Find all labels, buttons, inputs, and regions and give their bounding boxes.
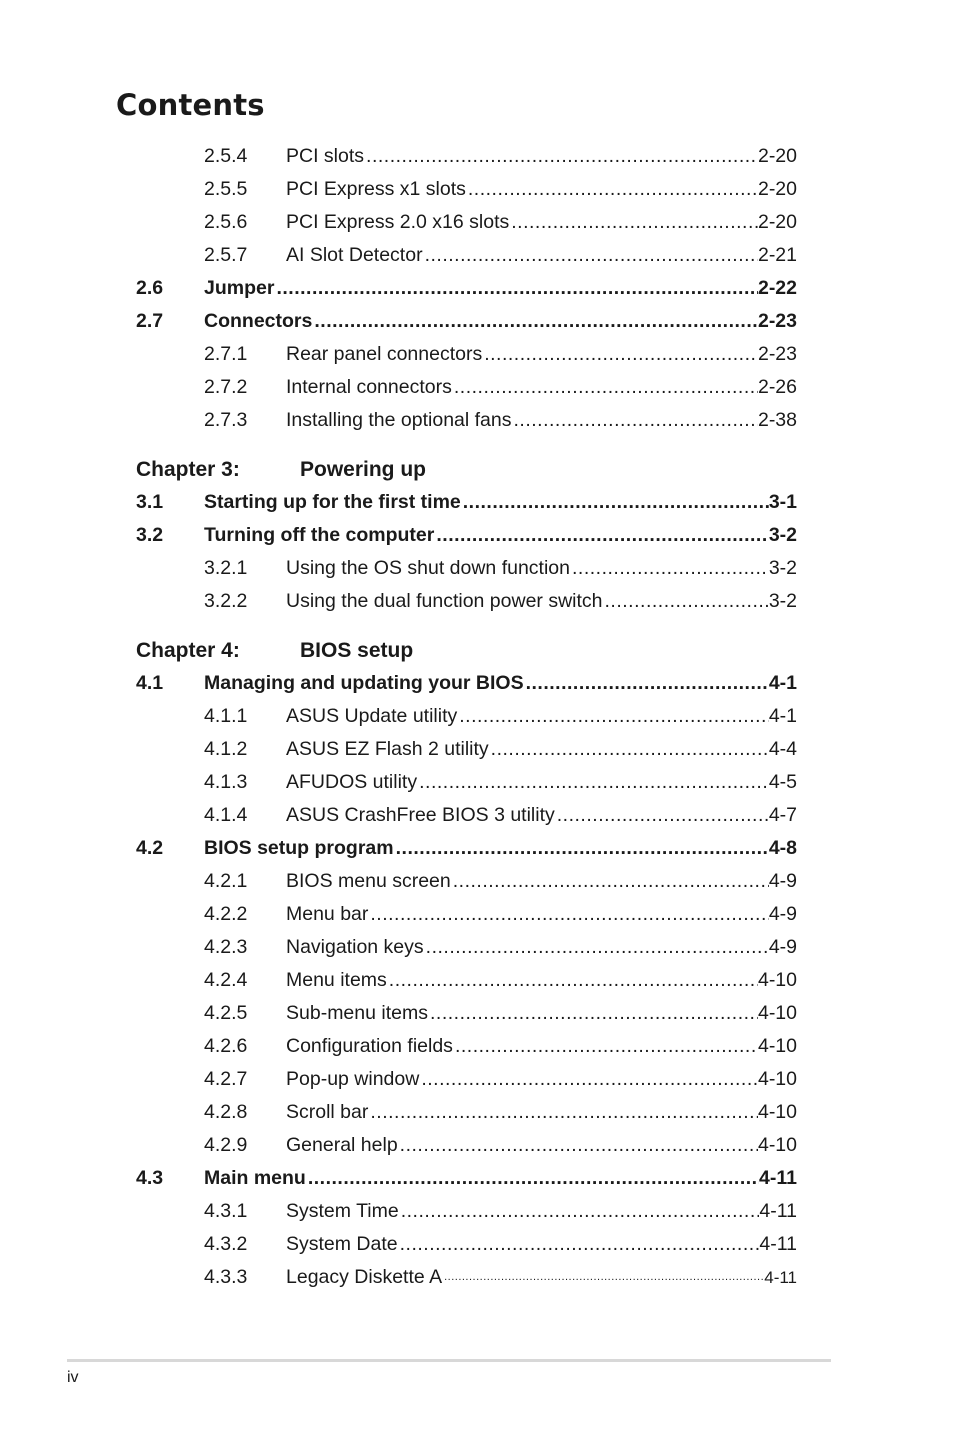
dot-leader <box>368 898 768 931</box>
toc-section-row[interactable] <box>0 667 954 700</box>
toc-subsection-row[interactable] <box>0 865 954 898</box>
toc-entry-page: 4-11 <box>759 1233 797 1255</box>
toc-section-row[interactable] <box>0 272 954 305</box>
dot-leader <box>368 1096 758 1129</box>
dot-leader <box>312 305 758 338</box>
toc-entry <box>286 585 797 618</box>
toc-entry-number: 2.6 <box>136 277 164 299</box>
toc-entry-title: Sub-menu items <box>286 1002 428 1024</box>
chapter-number: Chapter 3: <box>136 458 240 481</box>
toc-entry-page: 2-23 <box>757 343 797 365</box>
toc-entry-title: Rear panel connectors <box>286 343 483 365</box>
toc-entry-page: 2-22 <box>757 277 797 299</box>
toc-entry <box>286 206 797 239</box>
toc-entry-title: Jumper <box>204 277 275 299</box>
toc-entry-page: 2-26 <box>757 376 797 398</box>
chapter-heading <box>0 453 954 487</box>
chapter-heading <box>0 634 954 668</box>
toc-entry-title: Legacy Diskette A <box>286 1266 443 1288</box>
toc-subsection-row[interactable] <box>0 1063 954 1096</box>
toc-entry-title: AFUDOS utility <box>286 771 418 793</box>
toc-section-row[interactable] <box>0 305 954 338</box>
toc-entry-page: 2-20 <box>757 145 797 167</box>
toc-subsection-row[interactable] <box>0 1195 954 1228</box>
toc-entry-title: AI Slot Detector <box>286 244 423 266</box>
toc-subsection-row[interactable] <box>0 206 954 239</box>
dot-leader <box>524 667 769 700</box>
dot-leader <box>451 865 769 898</box>
toc-entry-number: 4.2.1 <box>204 870 248 892</box>
toc-entry <box>286 898 797 931</box>
toc-entry-title: Menu items <box>286 969 387 991</box>
toc-entry-title: System Time <box>286 1200 399 1222</box>
toc-entry-title: ASUS EZ Flash 2 utility <box>286 738 489 760</box>
toc-entry-number: 4.3.1 <box>204 1200 248 1222</box>
toc-entry-title: PCI Express x1 slots <box>286 178 466 200</box>
toc-entry-number: 4.1.1 <box>204 705 248 727</box>
toc-entry-page: 4-9 <box>768 903 797 925</box>
toc-subsection-row[interactable] <box>0 733 954 766</box>
toc-entry-page: 4-1 <box>768 705 797 727</box>
toc-entry-number: 4.1.4 <box>204 804 248 826</box>
dot-leader <box>555 799 769 832</box>
toc-entry-number: 4.1.3 <box>204 771 248 793</box>
toc-entry <box>204 519 797 552</box>
toc-entry-page: 3-2 <box>768 557 797 579</box>
toc-entry <box>204 305 797 338</box>
toc-entry <box>286 766 797 799</box>
dot-leader <box>399 1195 760 1228</box>
toc-subsection-row[interactable] <box>0 898 954 931</box>
dot-leader <box>452 371 758 404</box>
toc-entry <box>286 1261 797 1294</box>
toc-entry-page: 4-10 <box>757 969 797 991</box>
chapter-number: Chapter 4: <box>136 639 240 662</box>
toc-section-row[interactable] <box>0 1162 954 1195</box>
dot-leader <box>387 964 758 997</box>
toc-subsection-row[interactable] <box>0 239 954 272</box>
toc-entry-number: 4.2.3 <box>204 936 248 958</box>
toc-entry-title: Configuration fields <box>286 1035 453 1057</box>
dot-leader <box>424 931 769 964</box>
toc-entry <box>286 1228 797 1261</box>
toc-section-row[interactable] <box>0 486 954 519</box>
toc-entry-title: Connectors <box>204 310 313 332</box>
footer-page-number: iv <box>67 1369 79 1386</box>
toc-entry-page: 2-38 <box>757 409 797 431</box>
toc-entry-number: 2.5.6 <box>204 211 248 233</box>
toc-entry-page: 4-8 <box>768 837 797 859</box>
toc-entry-number: 3.2.2 <box>204 590 248 612</box>
toc-entry-number: 4.2.6 <box>204 1035 248 1057</box>
toc-section-row[interactable] <box>0 519 954 552</box>
toc-entry <box>204 667 797 700</box>
toc-subsection-row[interactable] <box>0 552 954 585</box>
toc-entry-title: BIOS menu screen <box>286 870 451 892</box>
toc-subsection-row[interactable] <box>0 1228 954 1261</box>
toc-entry-number: 4.2.8 <box>204 1101 248 1123</box>
toc-subsection-row[interactable] <box>0 799 954 832</box>
toc-entry-title: Installing the optional fans <box>286 409 512 431</box>
toc-entry-title: Internal connectors <box>286 376 452 398</box>
dot-leader <box>398 1228 760 1261</box>
toc-subsection-row[interactable] <box>0 766 954 799</box>
toc-entry <box>204 1162 797 1195</box>
dot-leader <box>453 1030 758 1063</box>
toc-entry-number: 2.7.3 <box>204 409 248 431</box>
toc-entry-page: 4-4 <box>768 738 797 760</box>
toc-entry-number: 2.5.4 <box>204 145 248 167</box>
toc-subsection-row[interactable] <box>0 404 954 437</box>
toc-entry-title: Scroll bar <box>286 1101 369 1123</box>
dot-leader <box>603 585 769 618</box>
toc-entry-title: BIOS setup program <box>204 837 394 859</box>
toc-entry-page: 3-2 <box>768 524 797 546</box>
toc-entry-number: 4.2.4 <box>204 969 248 991</box>
toc-subsection-row[interactable] <box>0 931 954 964</box>
dot-leader <box>509 206 758 239</box>
toc-entry-title: Pop-up window <box>286 1068 420 1090</box>
toc-entry-page: 4-11 <box>759 1167 797 1189</box>
toc-entry <box>204 486 797 519</box>
toc-section-row[interactable] <box>0 832 954 865</box>
toc-entry-page: 4-1 <box>768 672 797 694</box>
dot-leader <box>434 519 768 552</box>
toc-entry <box>286 404 797 437</box>
toc-entry-number: 2.5.7 <box>204 244 248 266</box>
toc-entry-number: 3.2.1 <box>204 557 248 579</box>
toc-entry <box>286 552 797 585</box>
toc-entry <box>286 799 797 832</box>
toc-subsection-row[interactable] <box>0 997 954 1030</box>
toc-entry-title: PCI Express 2.0 x16 slots <box>286 211 510 233</box>
toc-entry <box>204 832 797 865</box>
toc-subsection-row[interactable] <box>0 1096 954 1129</box>
toc-entry-page: 4-9 <box>768 870 797 892</box>
toc-entry-page: 4-5 <box>768 771 797 793</box>
toc-entry-number: 3.1 <box>136 491 164 513</box>
toc-subsection-row[interactable] <box>0 338 954 371</box>
toc-subsection-row[interactable] <box>0 585 954 618</box>
toc-entry <box>286 173 797 206</box>
toc-entry-number: 4.2.9 <box>204 1134 248 1156</box>
toc-entry-page: 3-2 <box>768 590 797 612</box>
dot-leader <box>512 404 758 437</box>
toc-entry-number: 4.3.2 <box>204 1233 248 1255</box>
toc-entry-number: 4.2.2 <box>204 903 248 925</box>
toc-entry-number: 4.1.2 <box>204 738 248 760</box>
toc-entry-page: 4-10 <box>757 1134 797 1156</box>
toc-entry-page: 3-1 <box>768 491 797 513</box>
toc-subsection-row[interactable] <box>0 140 954 173</box>
toc-subsection-row[interactable] <box>0 1261 954 1294</box>
toc-entry-page: 2-21 <box>757 244 797 266</box>
toc-entry-title: Main menu <box>204 1167 306 1189</box>
toc-entry <box>286 931 797 964</box>
toc-entry-number: 3.2 <box>136 524 164 546</box>
dot-leader <box>274 272 758 305</box>
toc-entry <box>286 1195 797 1228</box>
toc-entry-page: 4-7 <box>768 804 797 826</box>
toc-entry <box>286 1096 797 1129</box>
toc-entry-number: 4.2.7 <box>204 1068 248 1090</box>
toc-entry <box>286 140 797 173</box>
toc-entry <box>286 733 797 766</box>
toc-entry-page: 4-10 <box>757 1002 797 1024</box>
toc-entry-title: Starting up for the first time <box>204 491 461 513</box>
toc-subsection-row[interactable] <box>0 700 954 733</box>
toc-entry-title: Using the dual function power switch <box>286 590 603 612</box>
toc-entry-page: 4-11 <box>759 1200 797 1222</box>
dot-leader <box>489 733 769 766</box>
toc-entry <box>286 1030 797 1063</box>
toc-entry <box>286 964 797 997</box>
toc-entry-page: 2-23 <box>757 310 797 332</box>
toc-entry-number: 4.1 <box>136 672 164 694</box>
toc-entry-page: 2-20 <box>757 178 797 200</box>
toc-entry-page: 4-11 <box>764 1268 797 1287</box>
toc-entry-number: 4.3 <box>136 1167 164 1189</box>
toc-entry-title: ASUS CrashFree BIOS 3 utility <box>286 804 555 826</box>
toc-entry-number: 4.2 <box>136 837 164 859</box>
dot-leader <box>306 1162 759 1195</box>
dot-leader <box>419 1063 758 1096</box>
dot-leader <box>394 832 769 865</box>
toc-entry <box>286 1063 797 1096</box>
dot-leader <box>417 766 769 799</box>
toc-entry-number: 4.3.3 <box>204 1266 248 1288</box>
toc-entry-title: Turning off the computer <box>204 524 435 546</box>
toc-entry <box>286 865 797 898</box>
toc-entry-title: Managing and updating your BIOS <box>204 672 524 694</box>
toc-entry <box>204 272 797 305</box>
toc-subsection-row[interactable] <box>0 173 954 206</box>
toc-entry-title: General help <box>286 1134 398 1156</box>
page-title: Contents <box>116 88 265 122</box>
toc-entry-page: 4-10 <box>757 1101 797 1123</box>
toc-entry-number: 2.5.5 <box>204 178 248 200</box>
toc-subsection-row[interactable] <box>0 964 954 997</box>
toc-entry-page: 4-10 <box>757 1035 797 1057</box>
toc-subsection-row[interactable] <box>0 1129 954 1162</box>
toc-entry-number: 2.7 <box>136 310 164 332</box>
toc-entry-page: 4-10 <box>757 1068 797 1090</box>
toc-entry-page: 4-9 <box>768 936 797 958</box>
toc-entry <box>286 700 797 733</box>
toc-subsection-row[interactable] <box>0 371 954 404</box>
toc-entry <box>286 997 797 1030</box>
toc-entry-page: 2-20 <box>757 211 797 233</box>
dot-leader <box>398 1129 758 1162</box>
toc-entry-title: ASUS Update utility <box>286 705 458 727</box>
toc-entry <box>286 239 797 272</box>
toc-entry-title: Using the OS shut down function <box>286 557 570 579</box>
chapter-title: BIOS setup <box>300 639 414 662</box>
toc-entry-number: 2.7.1 <box>204 343 248 365</box>
footer-rule <box>67 1359 831 1362</box>
dot-leader <box>364 140 758 173</box>
dot-leader <box>423 239 758 272</box>
toc-entry <box>286 338 797 371</box>
toc-entry-title: PCI slots <box>286 145 365 167</box>
toc-entry-number: 4.2.5 <box>204 1002 248 1024</box>
dot-leader <box>428 997 758 1030</box>
dot-leader <box>461 486 769 519</box>
dot-leader <box>457 700 769 733</box>
toc-entry-title: System Date <box>286 1233 398 1255</box>
toc-entry-number: 2.7.2 <box>204 376 248 398</box>
dot-leader <box>570 552 769 585</box>
chapter-title: Powering up <box>300 458 426 481</box>
dot-leader <box>466 173 758 206</box>
toc-subsection-row[interactable] <box>0 1030 954 1063</box>
dot-leader <box>442 1261 764 1294</box>
toc-entry <box>286 1129 797 1162</box>
toc-entry <box>286 371 797 404</box>
dot-leader <box>482 338 758 371</box>
toc-entry-title: Navigation keys <box>286 936 424 958</box>
toc-entry-title: Menu bar <box>286 903 369 925</box>
